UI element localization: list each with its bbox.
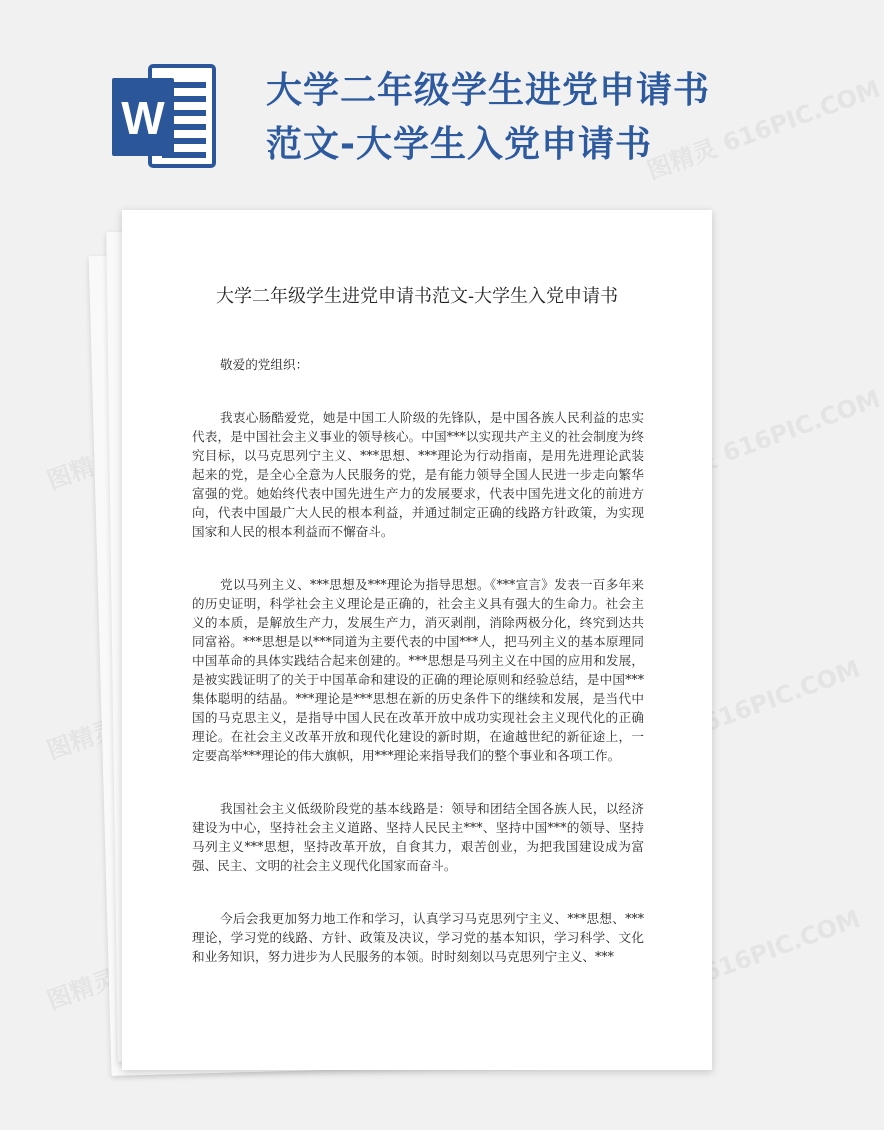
paragraph: 我国社会主义低级阶段党的基本线路是：领导和团结全国各族人民，以经济建设为中心，坚持社会主义道路、坚持人民民主***、坚持中国***的领导、坚持马列主义***思想，坚持改革开放，自食其力，艰苦创业，为把我国建设成为富强、民主、文明的社会主义现代化国家而奋斗。 bbox=[192, 801, 644, 873]
svg-text:W: W bbox=[121, 92, 165, 144]
document-title: 大学二年级学生进党申请书范文-大学生入党申请书 bbox=[215, 286, 619, 307]
header-title: 大学二年级学生进党申请书范文-大学生入党申请书 bbox=[266, 70, 711, 165]
watermark: 图精灵 bbox=[43, 714, 121, 766]
watermark: 图精灵 616PIC.COM bbox=[643, 74, 884, 186]
watermark: 图精灵 bbox=[43, 964, 121, 1016]
watermark: 图精灵 616PIC.COM bbox=[623, 904, 864, 1016]
header bbox=[0, 0, 800, 200]
paragraph: 我衷心肠酷爱党，她是中国工人阶级的先锋队，是中国各族人民利益的忠实代表，是中国社会主义事业的领导核心。中国***以实现共产主义的社会制度为终究目标，以马克思列宁主义、***思想、***理论为行动指南，是用先进理论武装起来的党，是全心全意为人民服务的党，是有能力领导全国人民进一步走向繁华富强的党。她始终代表中国先进生产力的发展要求，代表中国先进文化的前进方向，代表中国最广大人民的根本利益，并通过制定正确的线路方针政策，为实现国家和人民的根本利益而不懈奋斗。 bbox=[192, 410, 644, 539]
word-document-icon bbox=[110, 62, 220, 172]
document-page bbox=[122, 210, 712, 1070]
paragraph: 党以马列主义、***思想及***理论为指导思想。《***宣言》发表一百多年来的历史证明，科学社会主义理论是正确的，社会主义具有强大的生命力。社会主义的本质，是解放生产力，发展生产力，消灭剥削，消除两极分化，终究到达共同富裕。***思想是以***同道为主要代表的中国***人，把马列主义的基本原理同中国革命的具体实践结合起来创建的。***思想是马列主义在中国的应用和发展，是被实践证明了的关于中国革命和建设的正确的理论原则和经验总结，是中国***集体聪明的结晶。***理论是***思想在新的历史条件下的继续和发展，是当代中国的马克思主义，是指导中国人民在改革开放中成功实现社会主义现代化的正确理论。在社会主义改革开放和现代化建设的新时期，在逾越世纪的新征途上，一定要高举***理论的伟大旗帜，用***理论来指导我们的整个事业和各项工作。 bbox=[192, 577, 644, 763]
watermark: 图精灵 bbox=[43, 444, 121, 496]
watermark: 图精灵 616PIC.COM bbox=[643, 384, 884, 496]
salutation: 敬爱的党组织： bbox=[220, 357, 309, 372]
document-body bbox=[192, 355, 644, 1000]
paragraph: 今后会我更加努力地工作和学习，认真学习马克思列宁主义、***思想、***理论，学习党的线路、方针、政策及决议，学习党的基本知识，学习科学、文化和业务知识，努力进步为人民服务的本领。时时刻刻以马克思列宁主义、*** bbox=[192, 911, 644, 964]
watermark: 图精灵 616PIC.COM bbox=[623, 654, 864, 766]
